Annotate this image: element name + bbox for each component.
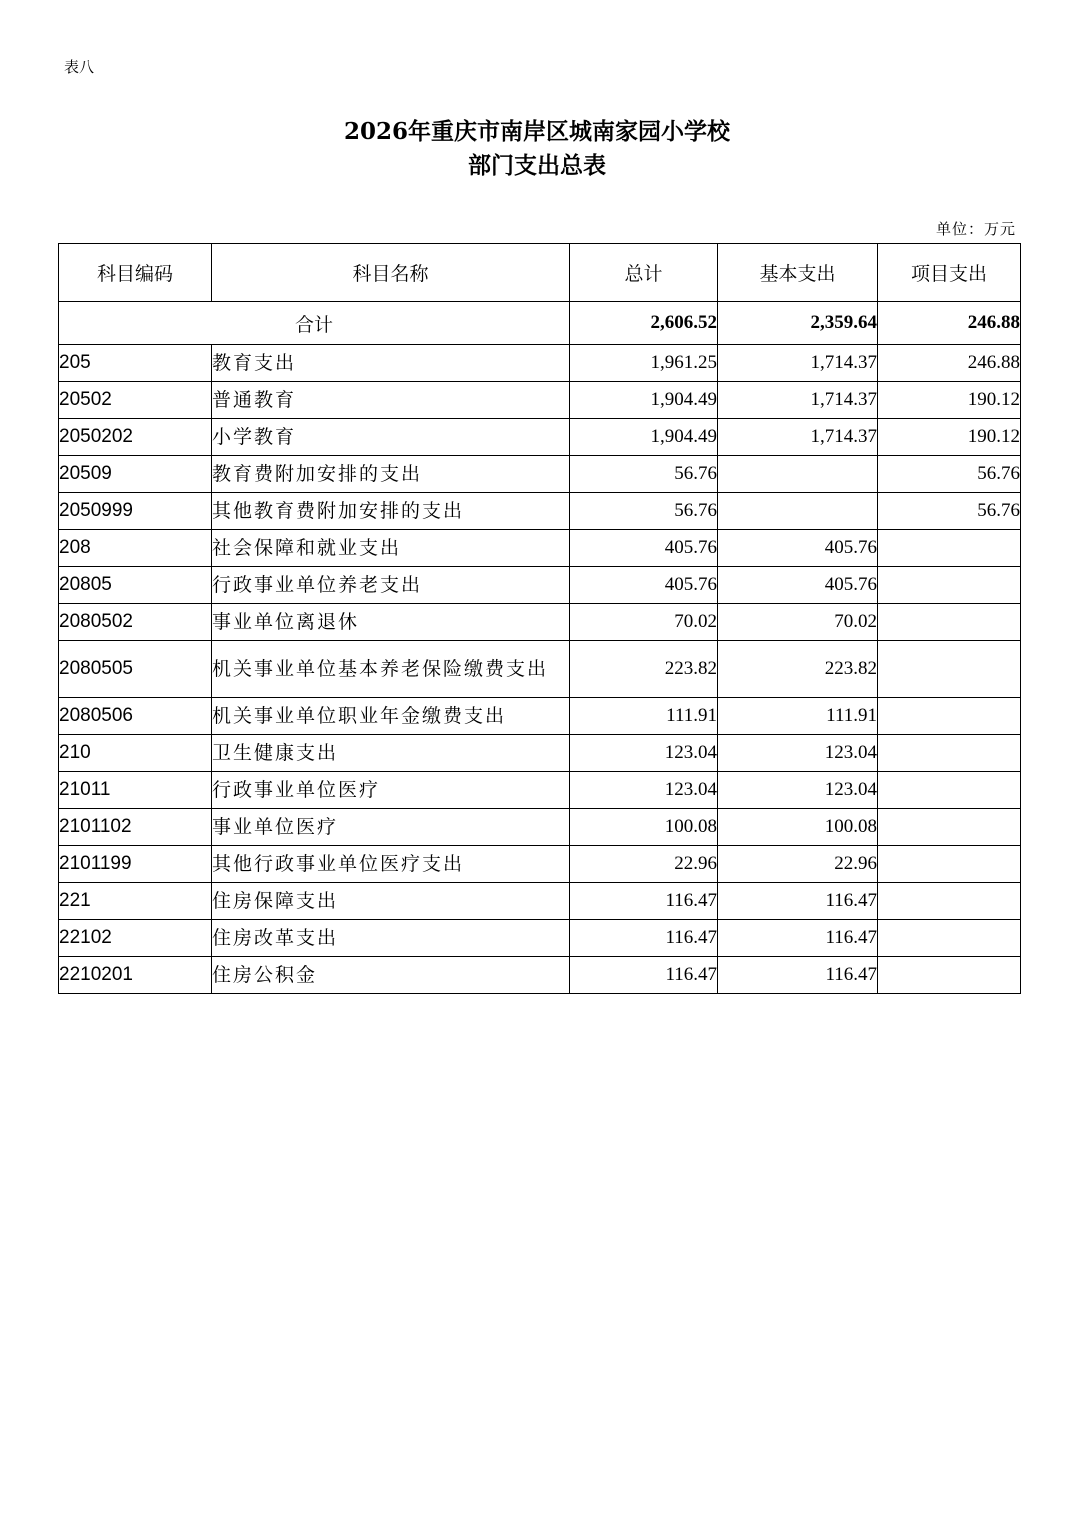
- row-total: 116.47: [570, 883, 718, 920]
- row-basic: 405.76: [718, 530, 878, 567]
- header-total: 总计: [570, 244, 718, 302]
- row-code: 20805: [59, 567, 212, 604]
- row-project: [878, 957, 1021, 994]
- row-code: 205: [59, 345, 212, 382]
- row-code: 2080505: [59, 641, 212, 698]
- row-name: 其他行政事业单位医疗支出: [212, 846, 570, 883]
- row-code: 20502: [59, 382, 212, 419]
- row-basic: 123.04: [718, 735, 878, 772]
- row-code: 2050999: [59, 493, 212, 530]
- row-project: [878, 641, 1021, 698]
- row-name: 行政事业单位养老支出: [212, 567, 570, 604]
- table-row: [59, 641, 1021, 698]
- row-code: 21011: [59, 772, 212, 809]
- row-total: 123.04: [570, 772, 718, 809]
- row-name: 事业单位离退休: [212, 604, 570, 641]
- row-code: 2210201: [59, 957, 212, 994]
- row-code: 2080506: [59, 698, 212, 735]
- row-project: 190.12: [878, 419, 1021, 456]
- row-basic: 116.47: [718, 920, 878, 957]
- row-name: 其他教育费附加安排的支出: [212, 493, 570, 530]
- row-basic: 1,714.37: [718, 345, 878, 382]
- row-project: 56.76: [878, 456, 1021, 493]
- table-row: [59, 345, 1021, 382]
- row-total: 116.47: [570, 957, 718, 994]
- row-project: 246.88: [878, 345, 1021, 382]
- table-row: [59, 957, 1021, 994]
- header-basic: 基本支出: [718, 244, 878, 302]
- row-basic: 123.04: [718, 772, 878, 809]
- page-title: 2026年重庆市南岸区城南家园小学校: [343, 118, 730, 145]
- row-basic: 1,714.37: [718, 419, 878, 456]
- row-project: [878, 567, 1021, 604]
- row-project: [878, 846, 1021, 883]
- row-code: 20509: [59, 456, 212, 493]
- row-basic: [718, 493, 878, 530]
- row-basic: 116.47: [718, 957, 878, 994]
- table-row: [59, 493, 1021, 530]
- table-row: [59, 735, 1021, 772]
- expenditure-table: [58, 243, 1021, 994]
- row-code: 210: [59, 735, 212, 772]
- total-label: 合计: [59, 302, 570, 345]
- total-row: [59, 302, 1021, 345]
- table-row: [59, 604, 1021, 641]
- row-project: [878, 604, 1021, 641]
- row-basic: 22.96: [718, 846, 878, 883]
- row-project: [878, 809, 1021, 846]
- row-code: 2080502: [59, 604, 212, 641]
- table-row: [59, 809, 1021, 846]
- table-row: [59, 772, 1021, 809]
- row-name: 住房改革支出: [212, 920, 570, 957]
- row-total: 111.91: [570, 698, 718, 735]
- header-row: [59, 244, 1021, 302]
- row-name: 机关事业单位基本养老保险缴费支出: [212, 641, 570, 698]
- row-code: 22102: [59, 920, 212, 957]
- row-name: 住房保障支出: [212, 883, 570, 920]
- row-basic: 100.08: [718, 809, 878, 846]
- row-basic: [718, 456, 878, 493]
- row-project: [878, 530, 1021, 567]
- unit-label: 单位：万元: [935, 220, 1016, 238]
- row-total: 56.76: [570, 456, 718, 493]
- row-project: [878, 698, 1021, 735]
- row-basic: 70.02: [718, 604, 878, 641]
- row-total: 100.08: [570, 809, 718, 846]
- row-code: 208: [59, 530, 212, 567]
- table-row: [59, 883, 1021, 920]
- table-row: [59, 456, 1021, 493]
- row-basic: 1,714.37: [718, 382, 878, 419]
- row-basic: 116.47: [718, 883, 878, 920]
- table-row: [59, 846, 1021, 883]
- row-code: 221: [59, 883, 212, 920]
- row-name: 教育费附加安排的支出: [212, 456, 570, 493]
- row-total: 56.76: [570, 493, 718, 530]
- total-project: 246.88: [878, 302, 1021, 345]
- row-total: 405.76: [570, 567, 718, 604]
- row-project: [878, 883, 1021, 920]
- row-total: 22.96: [570, 846, 718, 883]
- row-code: 2101102: [59, 809, 212, 846]
- row-total: 70.02: [570, 604, 718, 641]
- row-total: 1,904.49: [570, 419, 718, 456]
- row-basic: 405.76: [718, 567, 878, 604]
- row-project: [878, 735, 1021, 772]
- table-row: [59, 419, 1021, 456]
- row-name: 机关事业单位职业年金缴费支出: [212, 698, 570, 735]
- row-name: 事业单位医疗: [212, 809, 570, 846]
- row-basic: 111.91: [718, 698, 878, 735]
- row-total: 223.82: [570, 641, 718, 698]
- header-project: 项目支出: [878, 244, 1021, 302]
- row-name: 普通教育: [212, 382, 570, 419]
- header-name: 科目名称: [212, 244, 570, 302]
- row-name: 社会保障和就业支出: [212, 530, 570, 567]
- row-total: 123.04: [570, 735, 718, 772]
- row-name: 住房公积金: [212, 957, 570, 994]
- table-label: 表八: [64, 58, 95, 76]
- row-name: 教育支出: [212, 345, 570, 382]
- row-project: 56.76: [878, 493, 1021, 530]
- row-name: 小学教育: [212, 419, 570, 456]
- table-row: [59, 698, 1021, 735]
- row-code: 2050202: [59, 419, 212, 456]
- row-name: 行政事业单位医疗: [212, 772, 570, 809]
- total-basic: 2,359.64: [718, 302, 878, 345]
- table-row: [59, 920, 1021, 957]
- header-code: 科目编码: [59, 244, 212, 302]
- page-subtitle: 部门支出总表: [468, 152, 606, 179]
- row-total: 1,961.25: [570, 345, 718, 382]
- table-row: [59, 382, 1021, 419]
- row-project: 190.12: [878, 382, 1021, 419]
- row-basic: 223.82: [718, 641, 878, 698]
- row-total: 116.47: [570, 920, 718, 957]
- table-row: [59, 567, 1021, 604]
- row-name: 卫生健康支出: [212, 735, 570, 772]
- row-total: 405.76: [570, 530, 718, 567]
- row-project: [878, 920, 1021, 957]
- row-code: 2101199: [59, 846, 212, 883]
- total-total: 2,606.52: [570, 302, 718, 345]
- row-total: 1,904.49: [570, 382, 718, 419]
- table-row: [59, 530, 1021, 567]
- row-project: [878, 772, 1021, 809]
